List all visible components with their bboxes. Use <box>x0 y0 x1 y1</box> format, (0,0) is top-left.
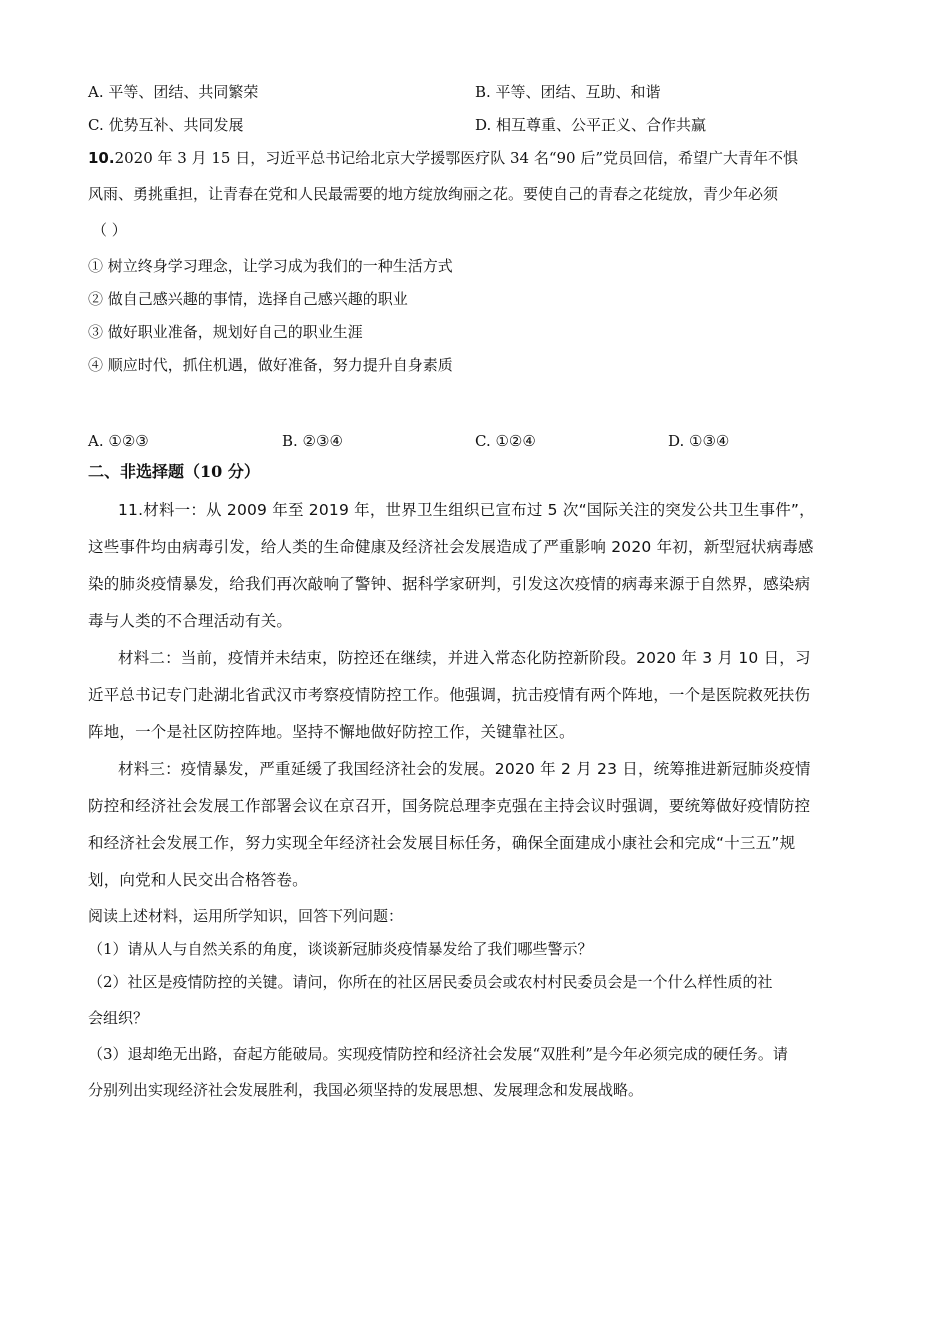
q11-material-line: 材料二：当前，疫情并未结束，防控还在继续，并进入常态化防控新阶段。2020 年 3 月 10 日，习 <box>118 649 811 667</box>
q11-material-line: 划，向党和人民交出合格答卷。 <box>88 871 308 889</box>
q11-question-2-cont: 会组织？ <box>88 1009 149 1027</box>
q10-answer-blank: （ ） <box>92 221 127 239</box>
q10-option-a: A. ①②③ <box>88 432 149 450</box>
q11-material-line: 毒与人类的不合理活动有关。 <box>88 612 293 630</box>
q11-material-line: 染的肺炎疫情暴发，给我们再次敲响了警钟、据科学家研判，引发这次疫情的病毒来源于自然界，感染病 <box>88 575 811 593</box>
q10-option-d: D. ①③④ <box>668 432 730 450</box>
q10-number: 10. <box>88 149 115 167</box>
q11-material-line: 阵地，一个是社区防控阵地。坚持不懈地做好防控工作，关键靠社区。 <box>88 723 575 741</box>
q9-option-c: C. 优势互补、共同发展 <box>88 116 244 134</box>
q10-option-c: C. ①②④ <box>475 432 536 450</box>
q10-option-b: B. ②③④ <box>282 432 343 450</box>
q9-option-a: A. 平等、团结、共同繁荣 <box>88 83 259 101</box>
q9-option-d: D. 相互尊重、公平正义、合作共赢 <box>475 116 707 134</box>
q10-statement-1: ① 树立终身学习理念，让学习成为我们的一种生活方式 <box>88 257 453 275</box>
q10-statement-4: ④ 顺应时代，抓住机遇，做好准备，努力提升自身素质 <box>88 356 453 374</box>
q11-material-line: 材料三：疫情暴发，严重延缓了我国经济社会的发展。2020 年 2 月 23 日，统筹推进新冠肺炎疫情 <box>118 760 811 778</box>
q11-question-1: （1）请从人与自然关系的角度，谈谈新冠肺炎疫情暴发给了我们哪些警示？ <box>88 940 593 958</box>
section-heading: 二、非选择题（10 分） <box>88 462 260 481</box>
q11-material-line: 防控和经济社会发展工作部署会议在京召开，国务院总理李克强在主持会议时强调，要统筹做好疫情防控 <box>88 797 811 815</box>
q10-statement-2: ② 做自己感兴趣的事情，选择自己感兴趣的职业 <box>88 290 408 308</box>
q11-instruction: 阅读上述材料，运用所学知识，回答下列问题： <box>88 907 404 925</box>
q11-question-3: （3）退却绝无出路，奋起方能破局。实现疫情防控和经济社会发展“双胜利”是今年必须完成的硬任务。请 <box>88 1045 788 1063</box>
q11-material-line: 和经济社会发展工作，努力实现全年经济社会发展目标任务，确保全面建成小康社会和完成“十三五”规 <box>88 834 796 852</box>
q10-stem-line-2: 风雨、勇挑重担，让青春在党和人民最需要的地方绽放绚丽之花。要使自己的青春之花绽放，青少年必须 <box>88 185 779 203</box>
q11-material-line: 近平总书记专门赴湖北省武汉市考察疫情防控工作。他强调，抗击疫情有两个阵地，一个是医院救死扶伤 <box>88 686 811 704</box>
q10-stem-line-1: 10.2020 年 3 月 15 日，习近平总书记给北京大学援鄂医疗队 34 名“90 后”党员回信，希望广大青年不惧 <box>88 149 799 167</box>
q10-statement-3: ③ 做好职业准备，规划好自己的职业生涯 <box>88 323 363 341</box>
q11-material-line: 11.材料一：从 2009 年至 2019 年，世界卫生组织已宣布过 5 次“国际关注的突发公共卫生事件”， <box>118 501 815 519</box>
q9-option-b: B. 平等、团结、互助、和谐 <box>475 83 661 101</box>
q11-material-line: 这些事件均由病毒引发，给人类的生命健康及经济社会发展造成了严重影响 2020 年初，新型冠状病毒感 <box>88 538 814 556</box>
q11-question-3-cont: 分别列出实现经济社会发展胜利，我国必须坚持的发展思想、发展理念和发展战略。 <box>88 1081 644 1099</box>
q11-question-2: （2）社区是疫情防控的关键。请问，你所在的社区居民委员会或农村村民委员会是一个什么样性质的社 <box>88 973 773 991</box>
